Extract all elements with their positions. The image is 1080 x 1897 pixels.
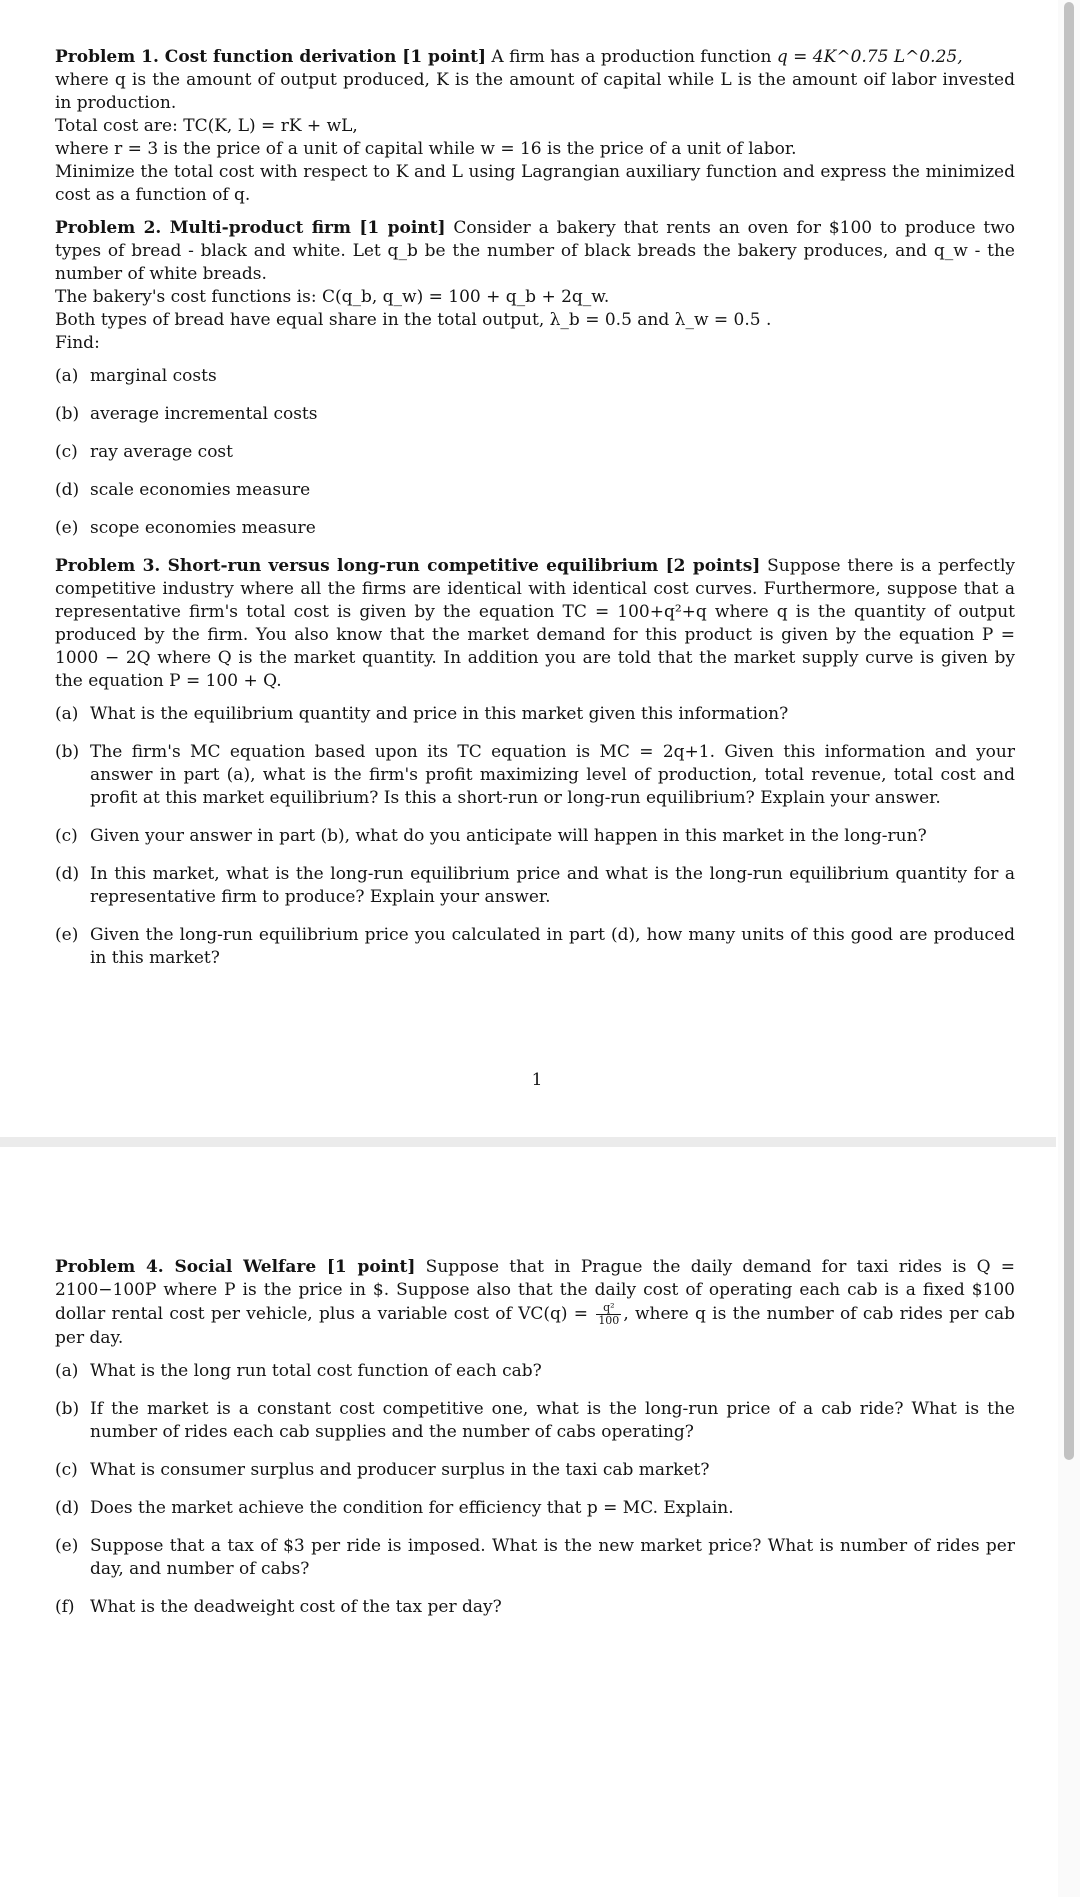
problem-2-line2: The bakery's cost functions is: C(q_b, q_w) = 100 + q_b + 2q_w. <box>55 287 610 307</box>
item-text: What is the long run total cost function of each cab? <box>90 1361 542 1381</box>
problem-4-intro-b: , where q is the number of cab rides per cab per day. <box>55 1304 1015 1348</box>
item-text: scope economies measure <box>90 518 316 538</box>
item-label: (c) <box>55 826 78 846</box>
problem-1-title: Problem 1. Cost function derivation [1 point] <box>55 47 487 67</box>
item-label: (d) <box>55 864 80 884</box>
problem-4-title: Problem 4. Social Welfare [1 point] <box>55 1257 416 1277</box>
list-item <box>55 703 1015 726</box>
list-item <box>55 1360 1015 1383</box>
problem-2-list <box>55 365 1015 540</box>
list-item <box>55 1459 1015 1482</box>
item-text: What is the deadweight cost of the tax per day? <box>90 1597 502 1617</box>
item-label: (b) <box>55 1399 80 1419</box>
list-item <box>55 1398 1015 1444</box>
item-label: (f) <box>55 1597 75 1617</box>
page-1-content <box>55 46 1015 985</box>
item-text: scale economies measure <box>90 480 311 500</box>
problem-3-line1 <box>55 555 1015 693</box>
variable-cost-fraction <box>596 1302 621 1327</box>
page-number: 1 <box>531 1070 543 1090</box>
list-item <box>55 924 1015 970</box>
problem-4 <box>55 1256 1015 1619</box>
item-text: Does the market achieve the condition for efficiency that p = MC. Explain. <box>90 1498 734 1518</box>
problem-1-intro: A firm has a production function <box>491 47 772 67</box>
problem-4-list <box>55 1360 1015 1619</box>
scrollbar-thumb[interactable] <box>1064 2 1074 1460</box>
list-item <box>55 741 1015 810</box>
problem-3-title: Problem 3. Short-run versus long-run competitive equilibrium [2 points] <box>55 556 761 576</box>
problem-1-line4: where r = 3 is the price of a unit of capital while w = 16 is the price of a unit of labor. <box>55 139 797 159</box>
item-label: (b) <box>55 404 80 424</box>
item-text: What is the equilibrium quantity and price in this market given this information? <box>90 704 789 724</box>
list-item <box>55 517 1015 540</box>
problem-2-title: Problem 2. Multi-product firm [1 point] <box>55 218 446 238</box>
item-label: (b) <box>55 742 80 762</box>
problem-1 <box>55 46 1015 207</box>
list-item <box>55 825 1015 848</box>
item-text: What is consumer surplus and producer surplus in the taxi cab market? <box>90 1460 710 1480</box>
problem-2-intro: Consider a bakery that rents an oven for $100 to produce two types of bread - black and white. Let q_b be the number of black breads the bakery produces, and q_w - the number of white breads. <box>55 218 1015 284</box>
item-text: Suppose that a tax of $3 per ride is imposed. What is the new market price? What is number of rides per day, and number of cabs? <box>90 1536 1015 1579</box>
problem-3 <box>55 555 1015 970</box>
problem-1-formula: q = 4K^0.75 L^0.25, <box>776 47 963 67</box>
item-text: ray average cost <box>90 442 233 462</box>
item-label: (e) <box>55 925 79 945</box>
list-item <box>55 1596 1015 1619</box>
problem-3-intro: Suppose there is a perfectly competitive industry where all the firms are identical with identical cost curves. Furthermore, suppose that a representative firm's total cost is given by the equation TC = 100+q²+q where q is the quantity of output produced by the firm. You also know that the market demand for this product is given by the equation P = 1000 − 2Q where Q is the market quantity. In addition you are told that the market supply curve is given by the equation P = 100 + Q. <box>55 556 1015 691</box>
problem-2-line3: Both types of bread have equal share in the total output, λ_b = 0.5 and λ_w = 0.5 . <box>55 310 772 330</box>
list-item <box>55 365 1015 388</box>
list-item <box>55 479 1015 502</box>
list-item <box>55 441 1015 464</box>
problem-1-line3: Total cost are: TC(K, L) = rK + wL, <box>55 116 358 136</box>
vertical-scrollbar[interactable] <box>1058 0 1080 1897</box>
problem-3-list <box>55 703 1015 970</box>
item-label: (c) <box>55 442 78 462</box>
item-label: (c) <box>55 1460 78 1480</box>
problem-4-intro-a: Suppose that in Prague the daily demand for taxi rides is Q = 2100−100P where P is the price in $. Suppose also that the daily cost of operating each cab is a fixed $100 dollar rental cost per vehicle, plus a variable cost of VC(q) = <box>55 1257 1015 1324</box>
item-label: (a) <box>55 366 79 386</box>
list-item <box>55 863 1015 909</box>
list-item <box>55 1497 1015 1520</box>
page-separator <box>0 1137 1056 1147</box>
problem-2-line4: Find: <box>55 333 100 353</box>
page-2-content <box>55 1256 1015 1634</box>
item-label: (d) <box>55 1498 80 1518</box>
item-label: (d) <box>55 480 80 500</box>
item-text: If the market is a constant cost competitive one, what is the long-run price of a cab ride? What is the number of rides each cab supplies and the number of cabs operating? <box>90 1399 1015 1442</box>
item-label: (a) <box>55 1361 79 1381</box>
list-item <box>55 403 1015 426</box>
fraction-numerator: q² <box>596 1302 621 1315</box>
problem-4-line1 <box>55 1256 1015 1350</box>
item-label: (e) <box>55 1536 79 1556</box>
problem-2 <box>55 217 1015 540</box>
item-text: In this market, what is the long-run equilibrium price and what is the long-run equilibrium quantity for a representative firm to produce? Explain your answer. <box>90 864 1015 907</box>
problem-2-line1 <box>55 217 1015 286</box>
item-text: Given the long-run equilibrium price you calculated in part (d), how many units of this good are produced in this market? <box>90 925 1015 968</box>
item-text: Given your answer in part (b), what do you anticipate will happen in this market in the long-run? <box>90 826 927 846</box>
item-label: (e) <box>55 518 79 538</box>
problem-1-line1 <box>55 46 1015 69</box>
item-text: average incremental costs <box>90 404 318 424</box>
list-item <box>55 1535 1015 1581</box>
problem-1-line5: Minimize the total cost with respect to K and L using Lagrangian auxiliary function and express the minimized cost as a function of q. <box>55 162 1015 205</box>
fraction-denominator: 100 <box>598 1314 620 1327</box>
item-text: The firm's MC equation based upon its TC equation is MC = 2q+1. Given this information and your answer in part (a), what is the firm's profit maximizing level of production, total revenue, total cost and profit at this market equilibrium? Is this a short-run or long-run equilibrium? Explain your answer. <box>90 742 1015 808</box>
item-label: (a) <box>55 704 79 724</box>
item-text: marginal costs <box>90 366 217 386</box>
problem-1-line2: where q is the amount of output produced, K is the amount of capital while L is the amount oif labor invested in production. <box>55 70 1015 113</box>
